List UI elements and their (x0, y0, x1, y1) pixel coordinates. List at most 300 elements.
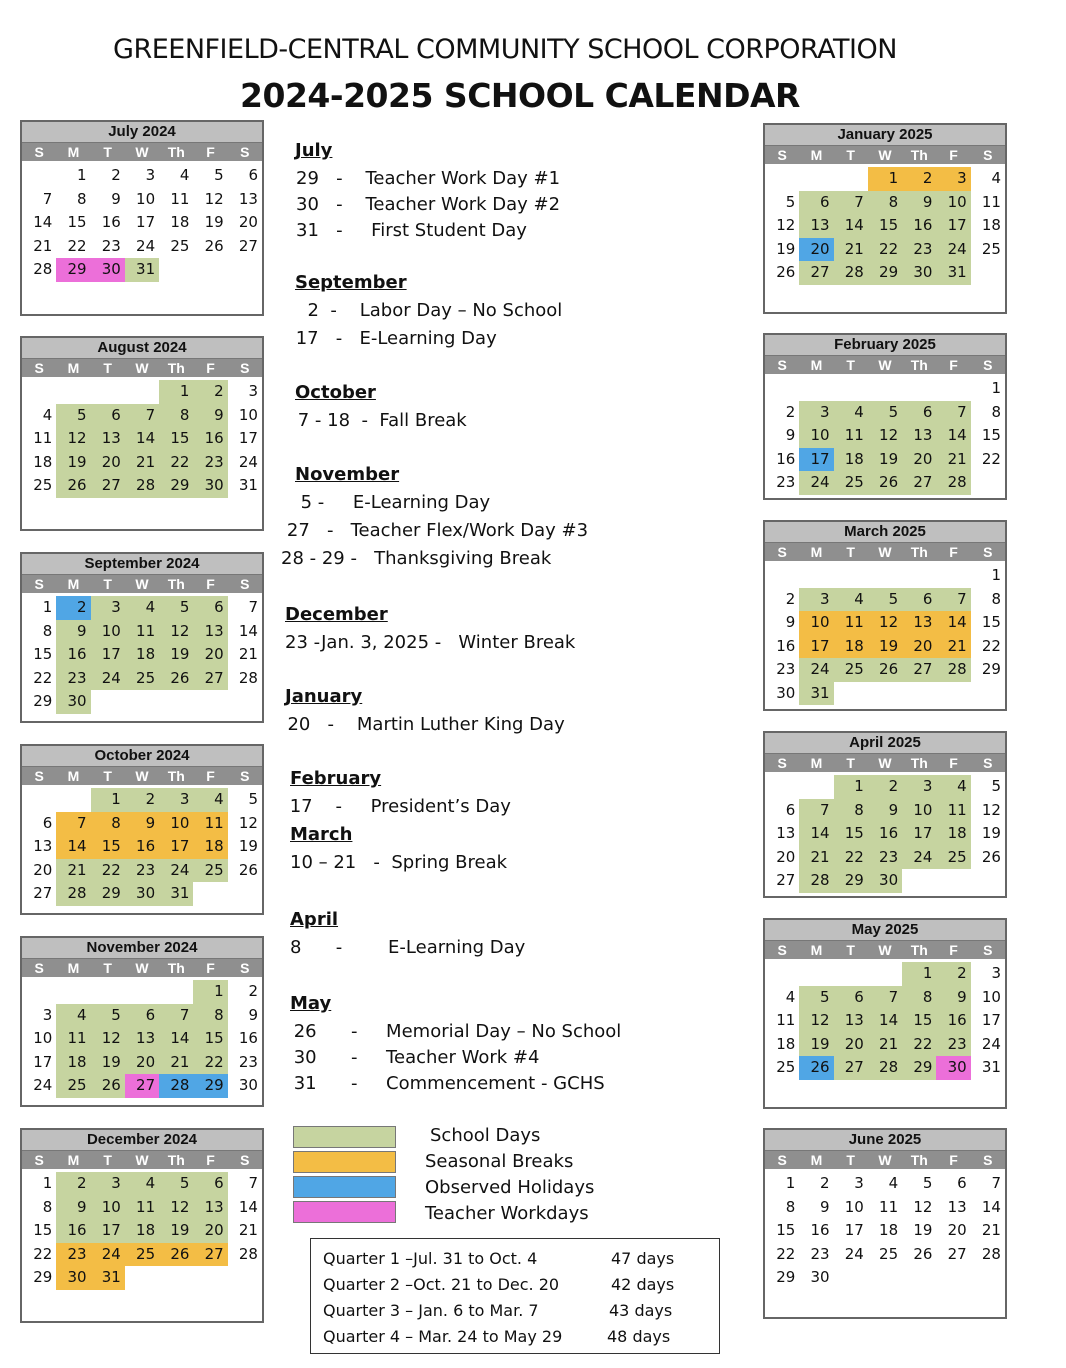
month-title: March 2025 (765, 522, 1005, 543)
calendar-december-2024 (20, 1128, 264, 1323)
empty-cell (765, 564, 799, 588)
day-cell: 15 (776, 1221, 796, 1239)
day-grid (765, 164, 1005, 285)
quarter-days: 42 days (611, 1275, 675, 1294)
day-cell: 28 (238, 668, 258, 687)
weekday-label: T (103, 576, 112, 592)
day-cell: 4 (991, 169, 1001, 187)
weekday-label: Th (167, 768, 185, 784)
event-item: 2 - Labor Day – No School (296, 300, 563, 321)
day-cell: 16 (125, 835, 159, 859)
day-cell: 22 (776, 1244, 796, 1263)
day-cell: 4 (785, 987, 796, 1006)
empty-cell (765, 775, 799, 799)
day-cell: 22 (91, 859, 125, 883)
day-cell: 11 (834, 424, 868, 448)
day-cell: 12 (913, 1197, 933, 1216)
day-cell: 7 (834, 191, 868, 215)
event-item: 5 - E-Learning Day (272, 492, 491, 513)
day-cell: 25 (56, 1074, 90, 1098)
day-cell: 28 (981, 1244, 1001, 1263)
weekday-label: T (846, 942, 855, 958)
legend-label-observed-holidays: Observed Holidays (425, 1177, 595, 1198)
weekday-label: M (67, 1152, 80, 1168)
day-cell: 17 (981, 1011, 1001, 1029)
day-cell: 10 (238, 405, 258, 424)
day-cell: 30 (56, 1266, 90, 1290)
day-cell: 28 (799, 869, 833, 893)
day-cell: 3 (902, 775, 936, 799)
day-cell: 27 (799, 261, 833, 285)
day-cell: 26 (91, 1074, 125, 1098)
day-cell: 24 (91, 1243, 125, 1267)
day-cell: 19 (56, 451, 90, 475)
day-cell: 5 (159, 1172, 193, 1196)
day-cell: 23 (238, 1052, 258, 1071)
weekday-label: S (240, 960, 250, 976)
day-cell: 20 (799, 238, 833, 262)
day-cell: 3 (936, 167, 970, 191)
weekday-label: F (949, 942, 958, 958)
day-cell: 28 (159, 1074, 193, 1098)
legend-swatch-school-days (293, 1126, 396, 1148)
empty-cell (902, 377, 936, 401)
weekday-label: Th (167, 1152, 185, 1168)
day-grid (22, 977, 262, 1098)
legend-label-school-days: School Days (430, 1125, 541, 1146)
day-cell: 7 (991, 1174, 1001, 1192)
day-cell: 5 (868, 401, 902, 425)
day-cell: 1 (785, 1174, 796, 1192)
day-cell: 26 (159, 1243, 193, 1267)
day-cell: 15 (33, 1221, 53, 1239)
day-cell: 15 (981, 613, 1001, 631)
day-grid (22, 593, 262, 714)
day-cell: 9 (868, 799, 902, 823)
day-cell: 10 (936, 191, 970, 215)
day-cell: 1 (91, 788, 125, 812)
weekday-label: Th (167, 144, 185, 160)
weekday-label: W (135, 768, 149, 784)
day-cell: 24 (159, 859, 193, 883)
day-cell: 27 (902, 658, 936, 682)
empty-cell (765, 962, 799, 986)
weekday-label: S (777, 1152, 787, 1168)
day-cell: 14 (799, 822, 833, 846)
day-cell: 3 (91, 596, 125, 620)
weekday-label: Th (167, 360, 185, 376)
day-cell: 20 (193, 643, 227, 667)
weekday-label: W (135, 1152, 149, 1168)
day-cell: 9 (248, 1005, 258, 1024)
day-cell: 7 (42, 189, 53, 208)
day-cell: 16 (238, 1029, 258, 1047)
day-cell: 20 (902, 448, 936, 472)
day-cell: 9 (785, 613, 796, 631)
day-cell: 7 (936, 588, 970, 612)
event-item: 10 – 21 - Spring Break (290, 852, 508, 873)
weekday-label: T (103, 144, 112, 160)
day-cell: 24 (936, 238, 970, 262)
weekday-label: S (34, 576, 44, 592)
calendar-september-2024 (20, 552, 264, 723)
day-cell: 31 (91, 1266, 125, 1290)
day-cell: 16 (776, 636, 796, 655)
weekday-label: M (810, 1152, 823, 1168)
weekday-label: S (34, 144, 44, 160)
day-cell: 5 (785, 192, 796, 211)
day-cell: 30 (776, 683, 796, 702)
events-heading-may: May (290, 993, 332, 1014)
day-cell: 10 (844, 1197, 864, 1216)
weekday-header (22, 959, 262, 977)
day-cell: 23 (936, 1033, 970, 1057)
day-cell: 12 (868, 424, 902, 448)
weekday-label: S (983, 544, 993, 560)
day-cell: 21 (56, 859, 90, 883)
day-cell: 15 (902, 1009, 936, 1033)
day-cell: 12 (91, 1027, 125, 1051)
day-cell: 31 (125, 258, 159, 282)
weekday-label: Th (910, 544, 928, 560)
day-cell: 11 (879, 1197, 899, 1216)
day-cell: 29 (902, 1056, 936, 1080)
weekday-label: S (240, 360, 250, 376)
month-title: May 2025 (765, 920, 1005, 941)
day-cell: 15 (981, 426, 1001, 444)
day-cell: 2 (111, 166, 121, 184)
day-cell: 1 (834, 775, 868, 799)
day-cell: 5 (991, 777, 1001, 795)
calendar-april-2025 (763, 731, 1007, 898)
day-cell: 22 (834, 846, 868, 870)
day-cell: 14 (159, 1027, 193, 1051)
day-cell: 4 (834, 588, 868, 612)
weekday-label: W (878, 755, 892, 771)
day-cell: 27 (33, 884, 53, 902)
day-cell: 5 (56, 404, 90, 428)
weekday-label: S (240, 576, 250, 592)
day-cell: 22 (902, 1033, 936, 1057)
day-cell: 4 (888, 1174, 899, 1192)
day-cell: 11 (981, 192, 1001, 211)
day-cell: 8 (42, 621, 53, 640)
day-cell: 11 (170, 189, 190, 208)
day-cell: 20 (776, 847, 796, 866)
legend-label-seasonal-breaks: Seasonal Breaks (425, 1151, 574, 1172)
empty-cell (22, 980, 56, 1004)
day-cell: 4 (179, 166, 190, 184)
day-cell: 8 (834, 799, 868, 823)
calendar-august-2024 (20, 336, 264, 531)
empty-cell (56, 380, 90, 404)
weekday-header (765, 543, 1005, 561)
weekday-header (22, 143, 262, 161)
day-cell: 29 (193, 1074, 227, 1098)
weekday-label: S (777, 357, 787, 373)
day-cell: 16 (810, 1221, 830, 1239)
day-cell: 6 (42, 813, 53, 832)
day-cell: 26 (159, 667, 193, 691)
day-cell: 19 (799, 1033, 833, 1057)
day-cell: 13 (193, 620, 227, 644)
calendar-june-2025 (763, 1128, 1007, 1319)
day-grid (22, 1169, 262, 1290)
day-cell: 11 (56, 1027, 90, 1051)
day-cell: 10 (33, 1029, 53, 1047)
day-cell: 25 (125, 667, 159, 691)
day-cell: 31 (936, 261, 970, 285)
day-cell: 8 (77, 189, 87, 208)
day-cell: 5 (922, 1174, 933, 1192)
day-cell: 3 (799, 401, 833, 425)
day-cell: 6 (902, 401, 936, 425)
day-cell: 5 (91, 1004, 125, 1028)
legend-label-teacher-workdays: Teacher Workdays (425, 1203, 589, 1224)
day-cell: 16 (56, 643, 90, 667)
weekday-label: T (846, 1152, 855, 1168)
weekday-header (765, 754, 1005, 772)
day-cell: 22 (981, 636, 1001, 655)
event-item: 29 - Teacher Work Day #1 (296, 168, 561, 189)
events-heading-december: December (285, 604, 388, 625)
events-heading-july: July (295, 140, 333, 161)
day-cell: 29 (159, 474, 193, 498)
day-cell: 26 (799, 1056, 833, 1080)
quarter-days: 47 days (611, 1249, 675, 1268)
day-cell: 24 (844, 1244, 864, 1263)
day-cell: 5 (799, 986, 833, 1010)
weekday-label: S (777, 147, 787, 163)
day-cell: 2 (820, 1174, 830, 1192)
day-cell: 9 (785, 426, 796, 444)
event-item: 31 - Commencement - GCHS (288, 1073, 605, 1094)
weekday-label: W (878, 1152, 892, 1168)
day-cell: 1 (193, 980, 227, 1004)
day-cell: 14 (936, 424, 970, 448)
day-cell: 6 (91, 404, 125, 428)
day-cell: 17 (799, 635, 833, 659)
event-item: 17 - President’s Day (284, 796, 511, 817)
event-item: 27 - Teacher Flex/Work Day #3 (264, 520, 589, 541)
day-cell: 13 (902, 611, 936, 635)
day-cell: 11 (936, 799, 970, 823)
day-cell: 28 (56, 882, 90, 906)
day-cell: 15 (33, 645, 53, 663)
day-cell: 18 (33, 452, 53, 471)
day-cell: 17 (33, 1052, 53, 1071)
weekday-label: S (777, 544, 787, 560)
empty-cell (799, 377, 833, 401)
weekday-label: Th (167, 960, 185, 976)
day-cell: 27 (238, 236, 258, 255)
day-cell: 23 (810, 1244, 830, 1263)
event-item: 28 - 29 - Thanksgiving Break (281, 548, 552, 569)
weekday-label: F (206, 576, 215, 592)
day-cell: 26 (868, 658, 902, 682)
day-cell: 26 (56, 474, 90, 498)
day-cell: 30 (193, 474, 227, 498)
day-cell: 27 (193, 1243, 227, 1267)
day-cell: 2 (56, 1172, 90, 1196)
day-cell: 2 (785, 402, 796, 421)
day-cell: 13 (193, 1196, 227, 1220)
day-cell: 12 (868, 611, 902, 635)
day-cell: 17 (159, 835, 193, 859)
day-cell: 22 (981, 449, 1001, 468)
day-cell: 25 (170, 236, 190, 255)
day-cell: 28 (33, 260, 53, 278)
day-cell: 21 (868, 1033, 902, 1057)
weekday-label: S (983, 1152, 993, 1168)
day-cell: 2 (125, 788, 159, 812)
day-cell: 19 (204, 213, 224, 231)
day-cell: 12 (799, 1009, 833, 1033)
day-cell: 15 (868, 214, 902, 238)
day-cell: 25 (879, 1244, 899, 1263)
day-cell: 23 (56, 1243, 90, 1267)
day-cell: 8 (91, 812, 125, 836)
day-cell: 1 (868, 167, 902, 191)
day-cell: 5 (214, 166, 224, 184)
day-cell: 1 (77, 166, 87, 184)
weekday-label: W (878, 544, 892, 560)
day-cell: 12 (776, 216, 796, 234)
weekday-label: Th (910, 147, 928, 163)
empty-cell (799, 962, 833, 986)
weekday-label: W (878, 357, 892, 373)
weekday-header (22, 767, 262, 785)
day-cell: 26 (204, 236, 224, 255)
day-cell: 22 (33, 668, 53, 687)
day-cell: 3 (854, 1174, 864, 1192)
day-cell: 3 (42, 1005, 53, 1024)
event-item: 17 - E-Learning Day (290, 328, 497, 349)
day-cell: 7 (125, 404, 159, 428)
day-cell: 7 (868, 986, 902, 1010)
day-cell: 11 (33, 429, 53, 447)
day-cell: 13 (125, 1027, 159, 1051)
day-cell: 27 (193, 667, 227, 691)
day-cell: 9 (111, 189, 121, 208)
day-cell: 23 (125, 859, 159, 883)
day-cell: 8 (868, 191, 902, 215)
day-cell: 19 (981, 824, 1001, 842)
day-cell: 24 (902, 846, 936, 870)
day-cell: 6 (125, 1004, 159, 1028)
day-cell: 21 (238, 1221, 258, 1239)
day-cell: 8 (159, 404, 193, 428)
day-cell: 5 (159, 596, 193, 620)
calendar-november-2024 (20, 936, 264, 1107)
calendar-title: 2024-2025 SCHOOL CALENDAR (240, 76, 800, 115)
day-cell: 6 (193, 596, 227, 620)
weekday-label: F (206, 144, 215, 160)
weekday-label: S (34, 960, 44, 976)
day-cell: 21 (981, 1221, 1001, 1239)
day-cell: 26 (981, 847, 1001, 866)
event-item: 26 - Memorial Day – No School (288, 1021, 622, 1042)
quarter-label: Quarter 4 – Mar. 24 to May 29 (323, 1327, 563, 1346)
empty-cell (56, 980, 90, 1004)
weekday-label: M (810, 544, 823, 560)
day-cell: 1 (159, 380, 193, 404)
quarters-box (310, 1238, 720, 1354)
day-cell: 18 (170, 213, 190, 231)
day-cell: 23 (101, 236, 121, 255)
day-cell: 30 (91, 258, 125, 282)
day-cell: 13 (902, 424, 936, 448)
weekday-label: W (878, 147, 892, 163)
day-cell: 21 (936, 635, 970, 659)
empty-cell (799, 167, 833, 191)
day-cell: 28 (238, 1244, 258, 1263)
day-cell: 21 (238, 645, 258, 663)
day-cell: 18 (125, 1219, 159, 1243)
weekday-header (765, 941, 1005, 959)
events-heading-february: February (290, 768, 382, 789)
month-title: January 2025 (765, 125, 1005, 146)
day-cell: 22 (33, 1244, 53, 1263)
weekday-label: F (949, 147, 958, 163)
day-cell: 26 (238, 860, 258, 879)
empty-cell (91, 980, 125, 1004)
day-cell: 27 (776, 871, 796, 889)
day-cell: 8 (42, 1197, 53, 1216)
day-cell: 27 (834, 1056, 868, 1080)
day-cell: 21 (159, 1051, 193, 1075)
events-heading-september: September (295, 272, 407, 293)
weekday-label: S (777, 755, 787, 771)
weekday-label: Th (167, 576, 185, 592)
day-cell: 22 (67, 236, 87, 255)
day-cell: 30 (902, 261, 936, 285)
day-cell: 6 (834, 986, 868, 1010)
day-cell: 9 (56, 620, 90, 644)
event-item: 23 -Jan. 3, 2025 - Winter Break (285, 632, 576, 653)
day-cell: 30 (56, 690, 90, 714)
quarter-days: 48 days (607, 1327, 671, 1346)
day-cell: 13 (238, 189, 258, 208)
weekday-label: S (240, 144, 250, 160)
day-grid (765, 1169, 1005, 1290)
day-cell: 7 (799, 799, 833, 823)
day-cell: 16 (902, 214, 936, 238)
day-cell: 18 (879, 1221, 899, 1239)
day-cell: 15 (67, 213, 87, 231)
weekday-label: W (135, 144, 149, 160)
event-item: 8 - E-Learning Day (290, 937, 526, 958)
day-cell: 14 (981, 1197, 1001, 1216)
day-cell: 25 (834, 471, 868, 495)
day-cell: 24 (981, 1034, 1001, 1053)
day-cell: 7 (56, 812, 90, 836)
weekday-label: T (846, 147, 855, 163)
day-cell: 18 (125, 643, 159, 667)
day-cell: 23 (868, 846, 902, 870)
weekday-label: F (949, 1152, 958, 1168)
day-cell: 13 (776, 824, 796, 842)
month-title: April 2025 (765, 733, 1005, 754)
day-cell: 14 (125, 427, 159, 451)
empty-cell (91, 380, 125, 404)
weekday-label: M (810, 755, 823, 771)
weekday-label: F (206, 960, 215, 976)
empty-cell (936, 377, 970, 401)
empty-cell (936, 564, 970, 588)
day-cell: 9 (902, 191, 936, 215)
day-cell: 4 (125, 1172, 159, 1196)
